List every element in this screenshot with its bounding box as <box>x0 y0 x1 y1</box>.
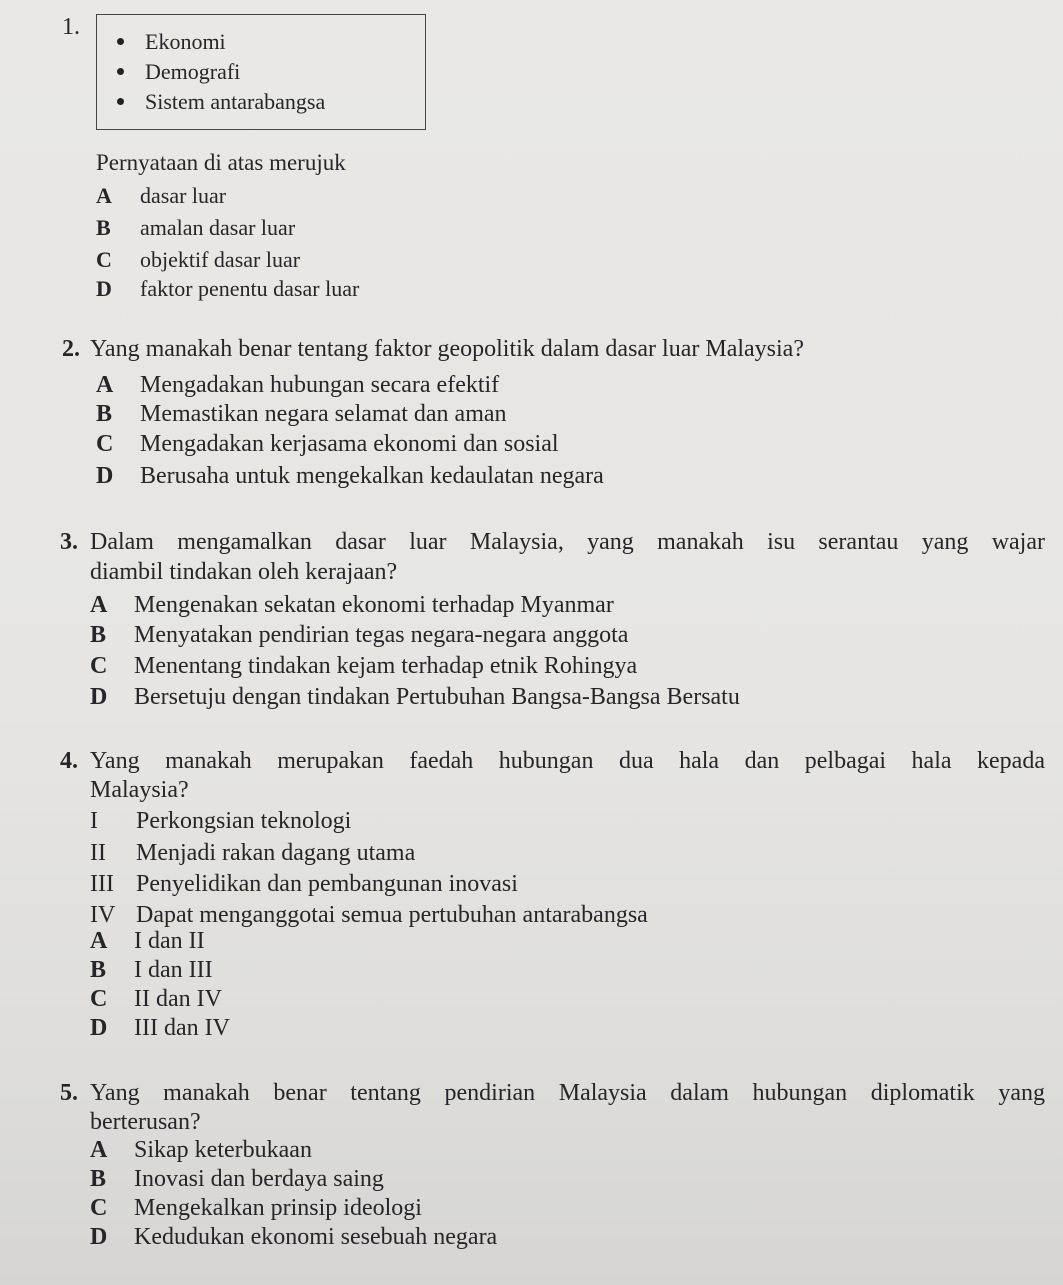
question-2-option-c: C Mengadakan kerjasama ekonomi dan sosial <box>96 431 559 457</box>
question-5-number: 5. <box>60 1080 78 1106</box>
question-2-stem: Yang manakah benar tentang faktor geopolitik dalam dasar luar Malaysia? <box>90 336 804 362</box>
question-1-factor-box <box>96 14 426 130</box>
question-4-stem-line-1: Yang manakah merupakan faedah hubungan dua hala dan pelbagai hala kepada <box>90 748 1045 774</box>
bullet-icon <box>117 38 124 45</box>
question-5-stem-line-1: Yang manakah benar tentang pendirian Malaysia dalam hubungan diplomatik yang <box>90 1080 1045 1106</box>
question-4-statement-3: III Penyelidikan dan pembangunan inovasi <box>90 871 518 897</box>
question-2-option-d: D Berusaha untuk mengekalkan kedaulatan negara <box>96 463 604 489</box>
question-1-stem: Pernyataan di atas merujuk <box>96 150 346 175</box>
question-4-statement-1: I Perkongsian teknologi <box>90 808 352 834</box>
question-1-option-b: B amalan dasar luar <box>96 215 296 240</box>
question-3-option-b: B Menyatakan pendirian tegas negara-negara anggota <box>90 622 629 648</box>
question-1-option-d: D faktor penentu dasar luar <box>96 276 360 301</box>
question-4-stem-line-2: Malaysia? <box>90 777 189 803</box>
question-2-option-a: A Mengadakan hubungan secara efektif <box>96 372 500 398</box>
question-4-statement-4: IV Dapat menganggotai semua pertubuhan antarabangsa <box>90 902 648 928</box>
question-4-option-b: B I dan III <box>90 957 213 983</box>
box-item: Sistem antarabangsa <box>145 87 325 117</box>
question-4-option-d: D III dan IV <box>90 1015 230 1041</box>
question-4-option-c: C II dan IV <box>90 986 222 1012</box>
question-1-option-a: A dasar luar <box>96 183 227 208</box>
question-5-option-b: B Inovasi dan berdaya saing <box>90 1166 384 1192</box>
box-item: Demografi <box>145 57 240 87</box>
question-5-option-d: D Kedudukan ekonomi sesebuah negara <box>90 1224 498 1250</box>
question-3-option-a: A Mengenakan sekatan ekonomi terhadap Myanmar <box>90 592 614 618</box>
question-5-option-c: C Mengekalkan prinsip ideologi <box>90 1195 422 1221</box>
question-3-option-d: D Bersetuju dengan tindakan Pertubuhan Bangsa-Bangsa Bersatu <box>90 684 740 710</box>
question-2-number: 2. <box>62 336 80 362</box>
question-5-option-a: A Sikap keterbukaan <box>90 1137 312 1163</box>
bullet-icon <box>117 98 124 105</box>
question-2-option-b: B Memastikan negara selamat dan aman <box>96 401 507 427</box>
box-item: Ekonomi <box>145 27 226 57</box>
question-3-stem-line-2: diambil tindakan oleh kerajaan? <box>90 559 398 585</box>
question-4-option-a: A I dan II <box>90 928 205 954</box>
question-3-number: 3. <box>60 529 78 555</box>
question-1-option-c: C objektif dasar luar <box>96 247 301 272</box>
question-1-number: 1. <box>62 14 80 40</box>
question-4-number: 4. <box>60 748 78 774</box>
question-3-stem-line-1: Dalam mengamalkan dasar luar Malaysia, yang manakah isu serantau yang wajar <box>90 529 1045 555</box>
question-3-option-c: C Menentang tindakan kejam terhadap etnik Rohingya <box>90 653 638 679</box>
question-4-statement-2: II Menjadi rakan dagang utama <box>90 840 416 866</box>
question-5-stem-line-2: berterusan? <box>90 1109 201 1135</box>
bullet-icon <box>117 68 124 75</box>
